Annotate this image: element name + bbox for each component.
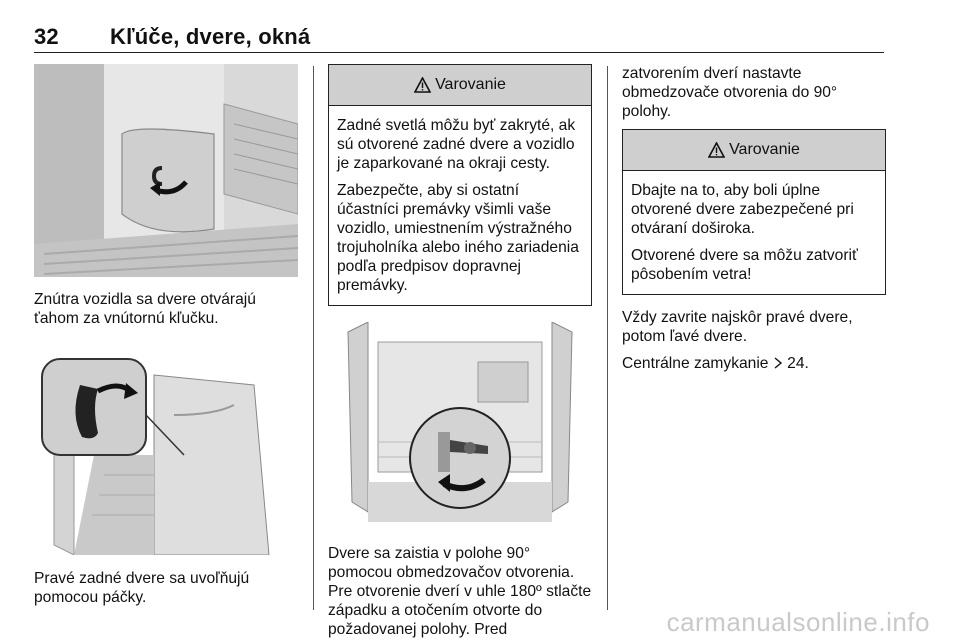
close-order-text: Vždy zavrite najskôr pravé dvere, potom ľavé dvere. [622, 309, 853, 345]
intro-text: zatvorením dverí nastavte obmedzovače otvorenia do 90° polohy. [622, 65, 838, 120]
warning-text-1: Zadné svetlá môžu byť zakryté, ak sú otvorené zadné dvere a vozidlo je zaparkované na okraji cesty. [337, 117, 576, 172]
figure-interior-door-handle [34, 64, 298, 277]
warning-header [623, 130, 885, 171]
page-number: 32 [34, 24, 59, 49]
warning-text-2: Zabezpečte, aby si ostatní účastníci premávky všimli vaše vozidlo, umiestnením výstražného trojuholníka alebo iného zariadenia podľa predpisov dopravnej premávky. [337, 182, 579, 294]
page-title: Kľúče, dvere, okná [110, 24, 311, 49]
caption-rear-door-lever: Pravé zadné dvere sa uvoľňujú pomocou páčky. [34, 570, 250, 606]
header-rule [34, 52, 884, 53]
figure-door-check-strap [328, 322, 592, 522]
column-3 [622, 64, 886, 373]
warning-header [329, 65, 591, 106]
warning-box-taillights [328, 64, 592, 306]
caption-door-check: Dvere sa zaistia v polohe 90° pomocou obmedzovačov otvorenia. Pre otvorenie dverí v uhle 180º stlačte západku a otočením otvorte do požadovanej polohy. Pred [328, 545, 592, 638]
central-locking-reference [622, 354, 886, 373]
central-locking-label: Centrálne zamykanie [622, 355, 769, 372]
figure-rear-door-lever [34, 355, 298, 555]
column-1 [34, 64, 298, 607]
warning-box-wind [622, 129, 886, 295]
page-header [34, 24, 310, 50]
column-divider-2 [607, 66, 608, 610]
warning-triangle-icon [414, 77, 431, 93]
warning-text-2: Otvorené dvere sa môžu zatvoriť pôsobením vetra! [631, 247, 858, 283]
warning-triangle-icon [708, 142, 725, 158]
arrow-reference-icon [773, 355, 783, 372]
warning-title: Varovanie [729, 141, 800, 158]
page-reference-link[interactable]: 24. [787, 355, 809, 372]
warning-text-1: Dbajte na to, aby boli úplne otvorené dvere zabezpečené pri otváraní doširoka. [631, 182, 854, 237]
warning-body [329, 106, 591, 305]
caption-interior-opening: Znútra vozidla sa dvere otvárajú ťahom za vnútornú kľučku. [34, 291, 256, 327]
watermark: carmanualsonline.info [666, 607, 930, 637]
column-2 [328, 64, 592, 639]
column-divider-1 [313, 66, 314, 610]
warning-title: Varovanie [435, 76, 506, 93]
warning-body [623, 171, 885, 294]
